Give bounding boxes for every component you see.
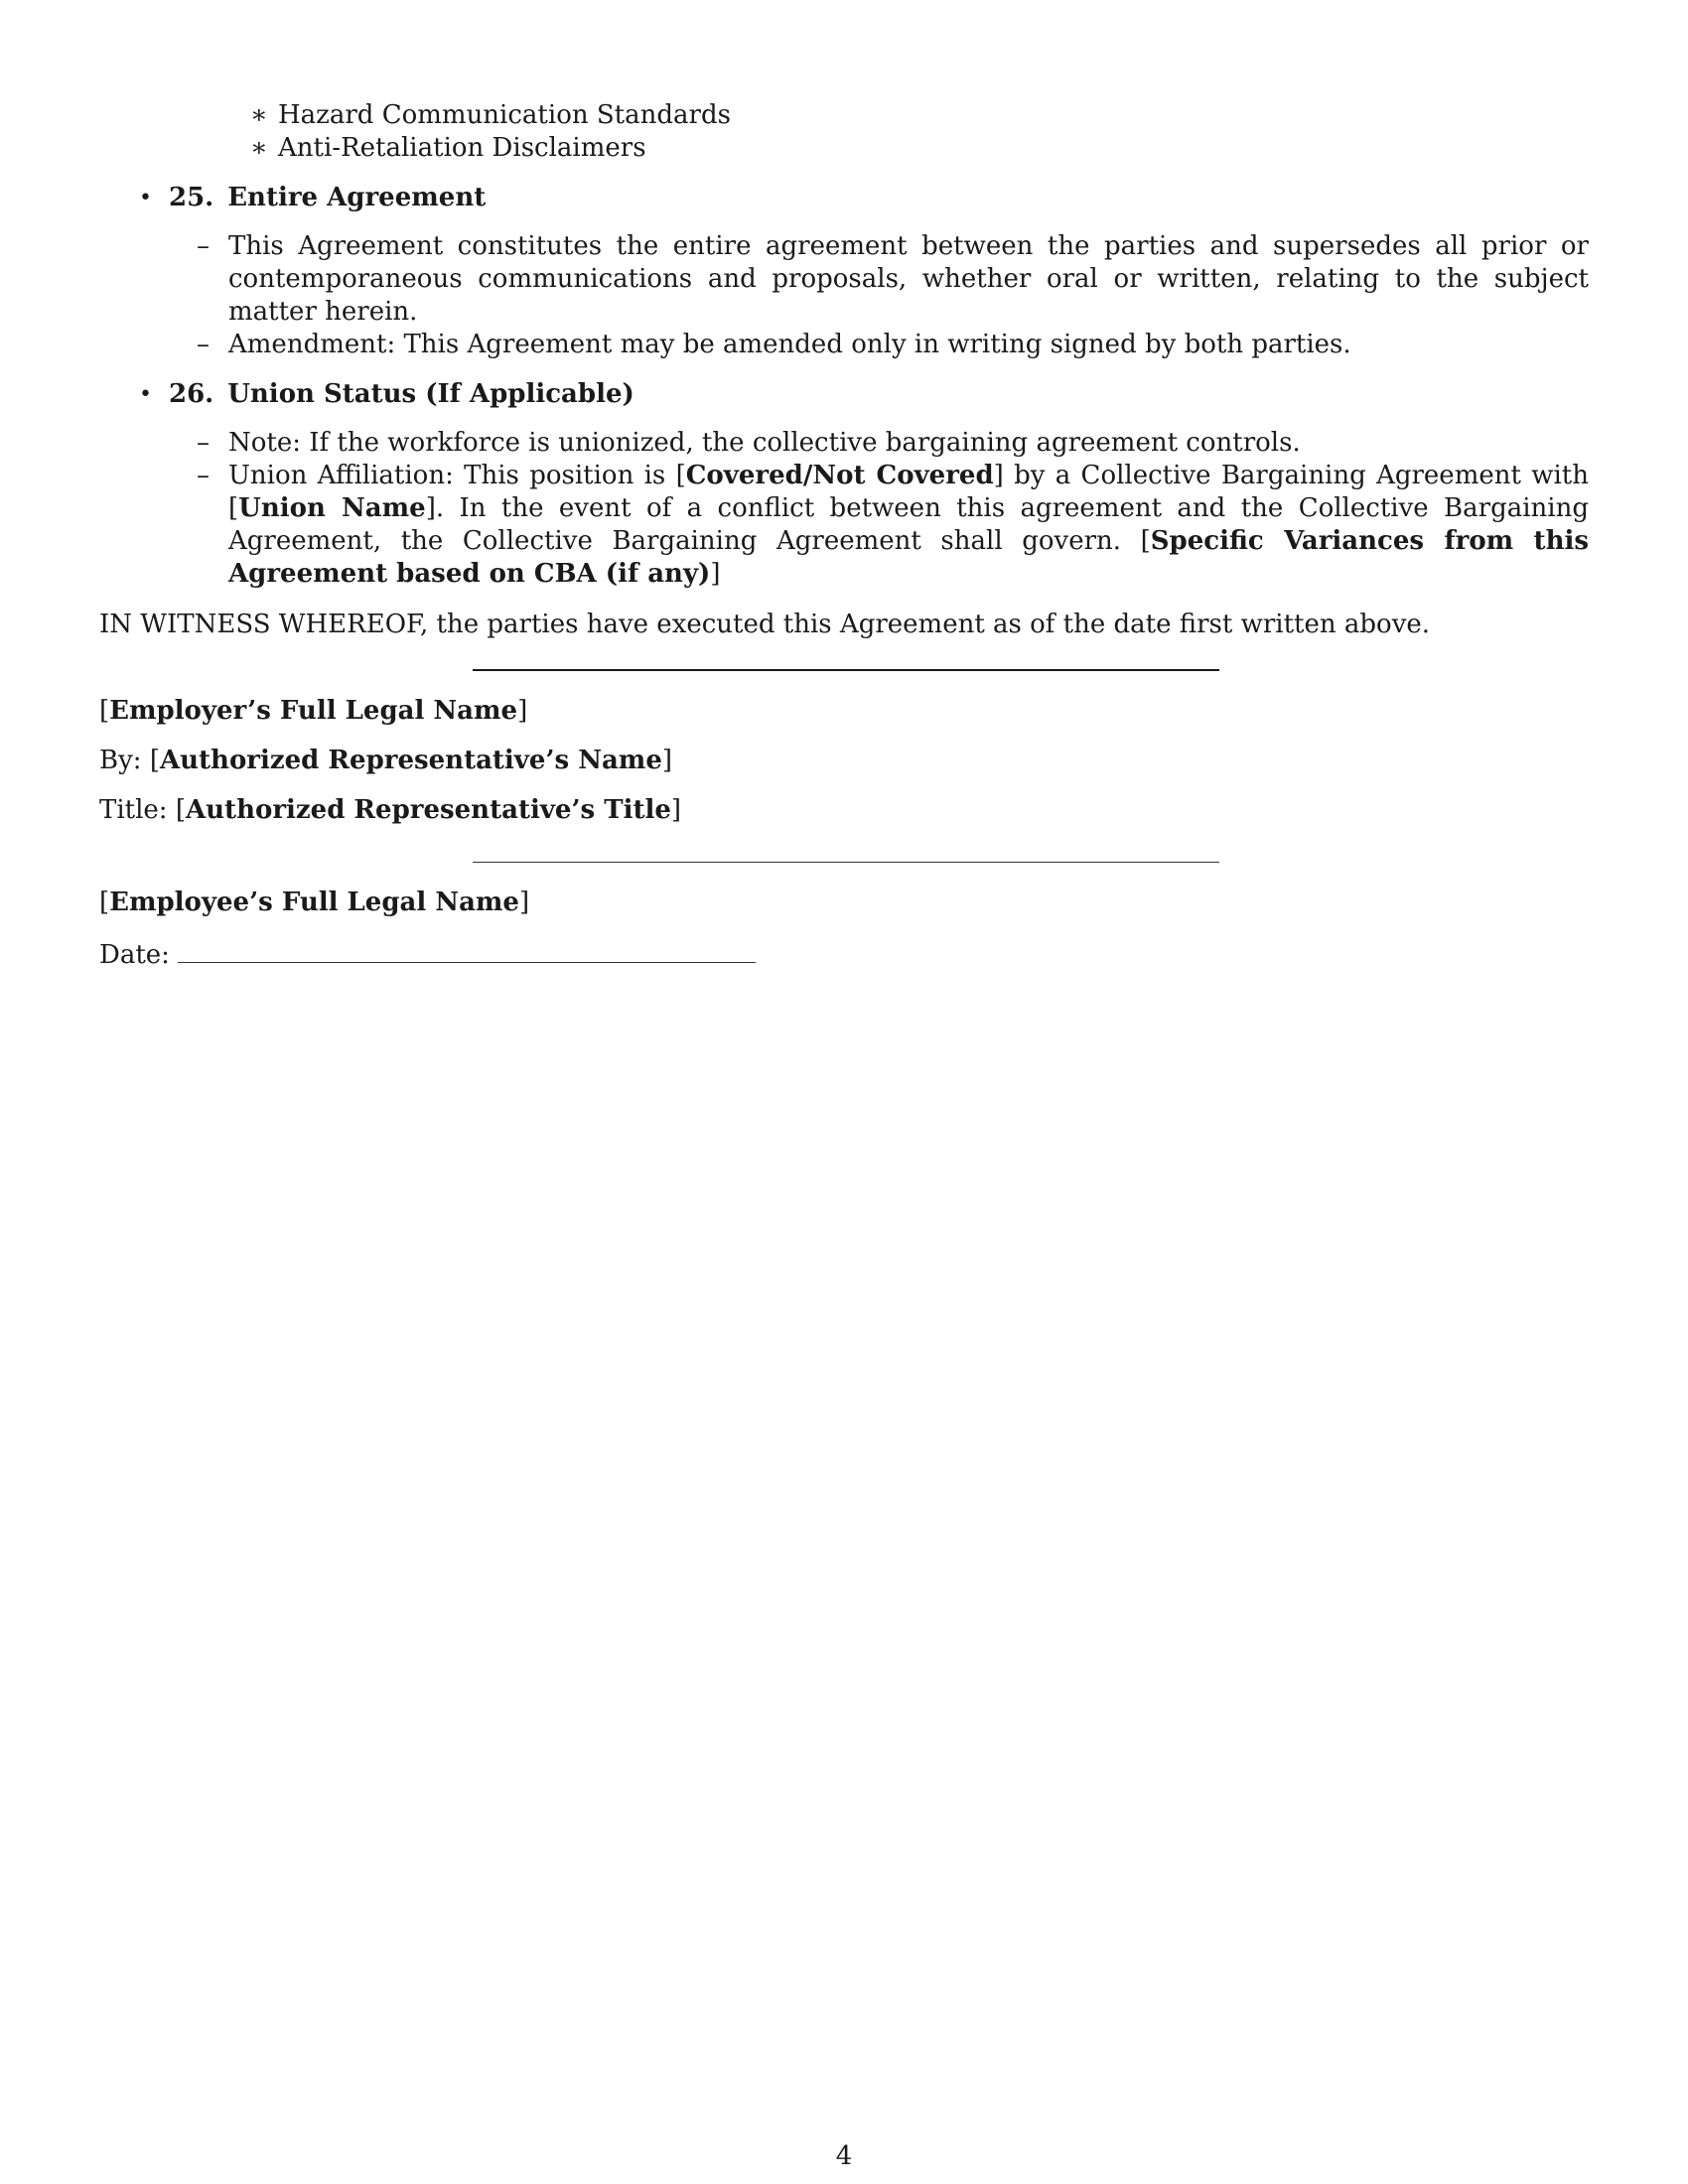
list-item (197, 230, 1589, 329)
union-text-part: ]. In the event of a conflict between this agreement and the Collective Bargaining Agreement, the Collective Bargaining Agreement shall govern. [ (228, 493, 1589, 556)
star-bullet: ∗ (250, 133, 268, 163)
section-heading (169, 378, 1589, 411)
page-number: 4 (835, 2141, 853, 2171)
dash-bullet: – (197, 231, 210, 261)
employer-title-row: Title: [Authorized Representative’s Title] (99, 795, 682, 825)
document-page (99, 99, 1589, 972)
dash-bullet: – (197, 330, 210, 359)
title-label: Title: [ (99, 795, 186, 825)
section-items (169, 230, 1589, 361)
employee-name-placeholder: Employee’s Full Legal Name (109, 887, 519, 917)
employer-by-row: By: [Authorized Representative’s Name] (99, 746, 673, 775)
list-item (197, 460, 1589, 591)
list-item-text: Amendment: This Agreement may be amended only in writing signed by both parties. (228, 330, 1351, 359)
by-label: By: [ (99, 746, 160, 775)
section-title: Entire Agreement (227, 183, 487, 212)
employer-signature-line (473, 669, 1219, 671)
date-label: Date: (99, 940, 170, 970)
list-item-text: Note: If the workforce is unionized, the collective bargaining agreement controls. (228, 428, 1301, 458)
union-text-part: ] (710, 559, 721, 589)
representative-name-placeholder: Authorized Representative’s Name (159, 746, 662, 775)
list-item (197, 329, 1589, 361)
list-item-text: Hazard Communication Standards (278, 100, 731, 130)
witness-clause: IN WITNESS WHEREOF, the parties have executed this Agreement as of the date first written above. (99, 610, 1431, 639)
section-25 (99, 182, 1589, 361)
representative-title-placeholder: Authorized Representative’s Title (185, 795, 671, 825)
employee-signature-line (473, 862, 1219, 863)
dash-bullet: – (197, 428, 210, 458)
placeholder-variances: Specific Variances from this Agreement based on CBA (if any) (228, 526, 1589, 589)
placeholder-coverage: Covered/Not Covered (685, 461, 994, 490)
section-bullet: • (139, 186, 152, 210)
list-item (250, 132, 1589, 165)
list-item (197, 427, 1589, 460)
employer-name: [Employer’s Full Legal Name] (99, 696, 528, 726)
union-text-part: Union Affiliation: This position is [ (228, 461, 686, 490)
list-item-text: This Agreement constitutes the entire agreement between the parties and supersedes all prior or contemporaneous communications and proposals, whether oral or written, relating to the subject matter herein. (228, 231, 1589, 327)
section-26 (99, 378, 1589, 591)
date-blank-line (178, 936, 756, 963)
employee-date-row (99, 936, 1589, 972)
placeholder-union-name: Union Name (238, 493, 426, 523)
list-item (250, 99, 1589, 132)
star-bullet: ∗ (250, 100, 268, 130)
continued-sub-list (99, 99, 1589, 165)
section-items (169, 427, 1589, 591)
section-bullet: • (139, 382, 152, 407)
employee-name: [Employee’s Full Legal Name] (99, 887, 530, 917)
section-number: 25. (169, 183, 214, 212)
union-text-part: ] by a Collective Bargaining Agreement with [ (228, 461, 1589, 523)
employer-name-placeholder: Employer’s Full Legal Name (109, 696, 518, 726)
section-title: Union Status (If Applicable) (227, 379, 634, 409)
section-heading (169, 182, 1589, 214)
section-number: 26. (169, 379, 214, 409)
list-item-text: Anti-Retaliation Disclaimers (278, 133, 646, 163)
dash-bullet: – (197, 461, 210, 490)
